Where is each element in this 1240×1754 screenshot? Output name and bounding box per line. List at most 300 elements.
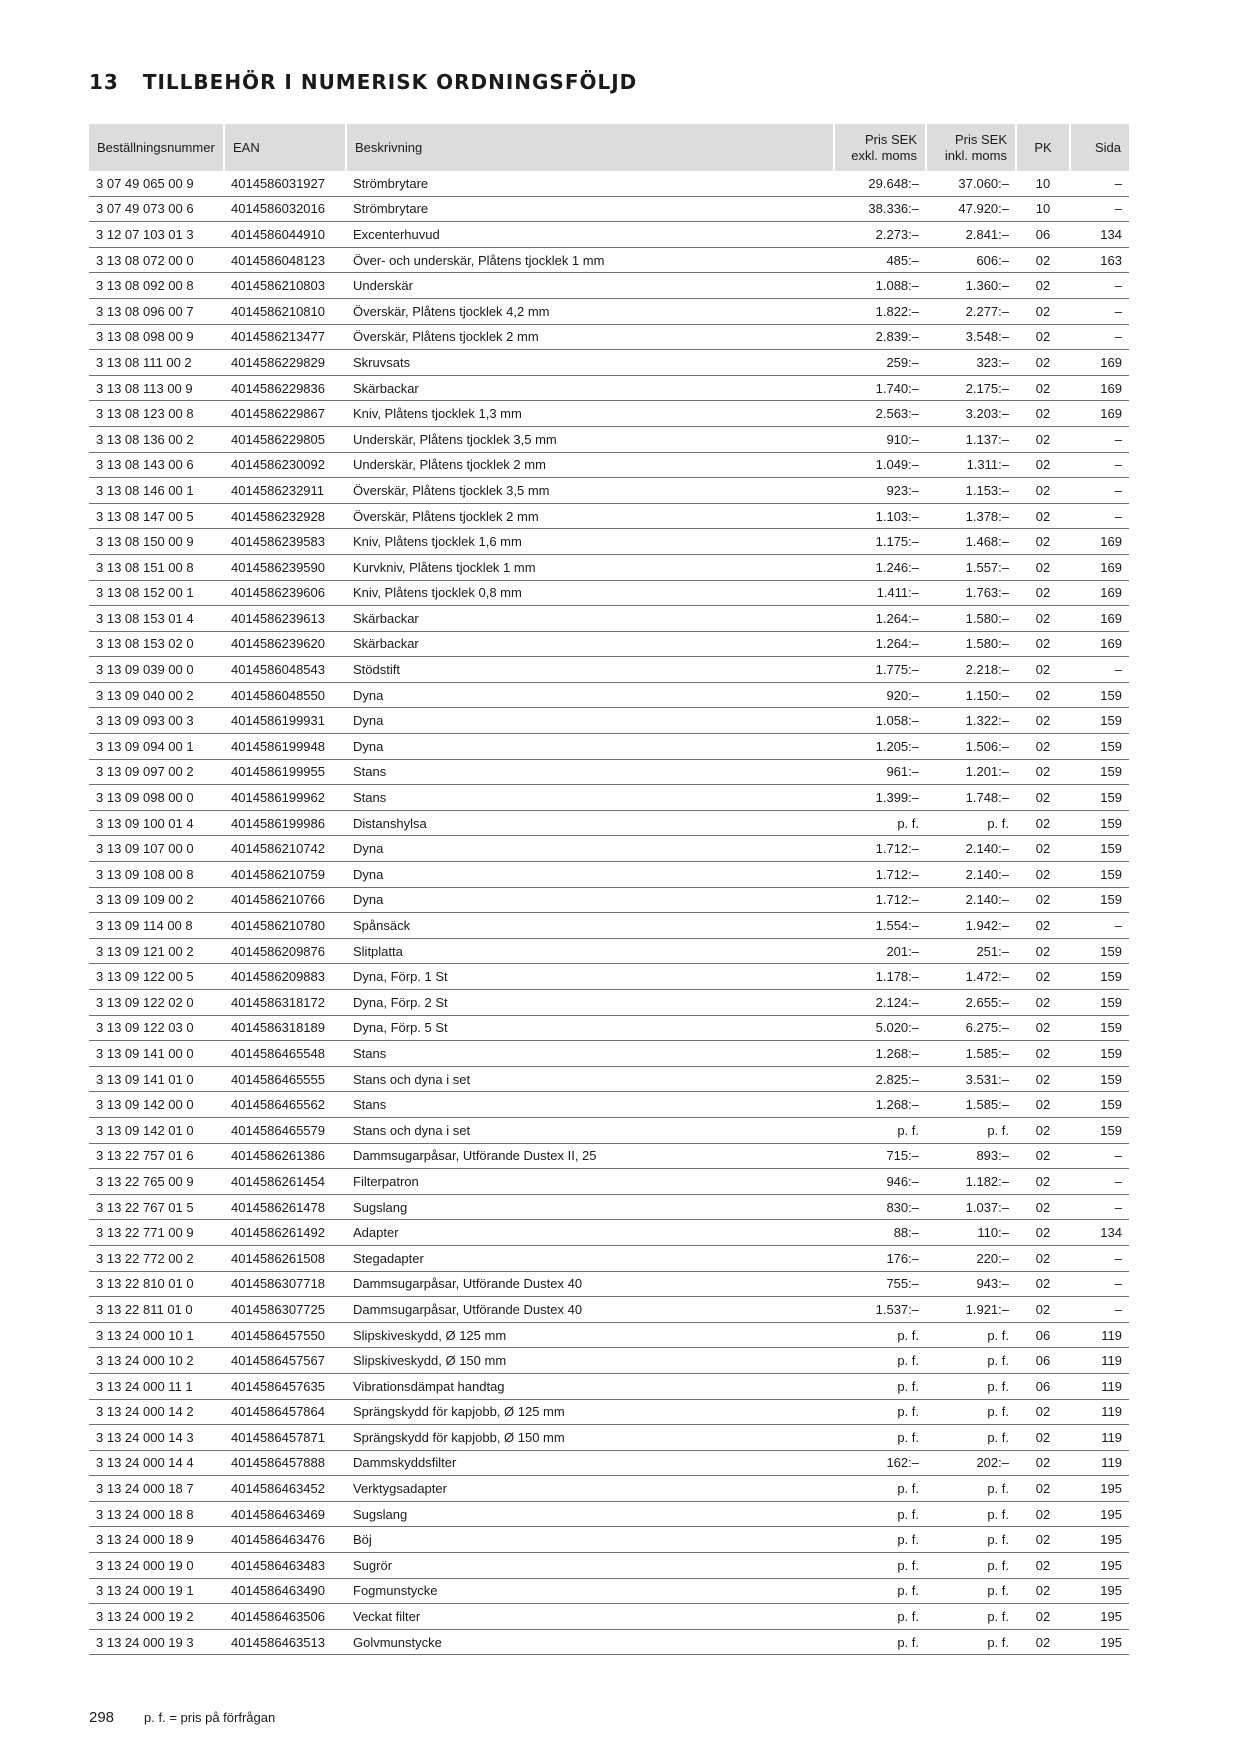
ean-cell: 4014586465555 bbox=[224, 1066, 346, 1092]
table-row bbox=[89, 785, 1129, 811]
page-footer bbox=[89, 1709, 275, 1726]
price-incl-cell: 606:– bbox=[926, 247, 1016, 273]
page-ref-cell: – bbox=[1070, 426, 1129, 452]
table-row bbox=[89, 1066, 1129, 1092]
price-incl-cell: 1.153:– bbox=[926, 478, 1016, 504]
description-cell: Stans bbox=[346, 759, 834, 785]
price-excl-cell: 1.058:– bbox=[834, 708, 926, 734]
table-row bbox=[89, 1527, 1129, 1553]
ean-cell: 4014586209883 bbox=[224, 964, 346, 990]
price-incl-cell: 37.060:– bbox=[926, 171, 1016, 196]
table-row bbox=[89, 1117, 1129, 1143]
page-ref-cell: 119 bbox=[1070, 1450, 1129, 1476]
price-incl-cell: 943:– bbox=[926, 1271, 1016, 1297]
pk-cell: 02 bbox=[1016, 862, 1070, 888]
page-ref-cell: 119 bbox=[1070, 1399, 1129, 1425]
pk-cell: 02 bbox=[1016, 1553, 1070, 1579]
ean-cell: 4014586213477 bbox=[224, 324, 346, 350]
order-number-cell: 3 13 09 093 00 3 bbox=[89, 708, 224, 734]
description-cell: Sugrör bbox=[346, 1553, 834, 1579]
pk-cell: 02 bbox=[1016, 1399, 1070, 1425]
pk-cell: 02 bbox=[1016, 452, 1070, 478]
price-excl-cell: p. f. bbox=[834, 810, 926, 836]
ean-cell: 4014586032016 bbox=[224, 196, 346, 222]
page-ref-cell: 134 bbox=[1070, 222, 1129, 248]
price-incl-cell: p. f. bbox=[926, 1604, 1016, 1630]
price-incl-cell: 1.585:– bbox=[926, 1092, 1016, 1118]
table-row bbox=[89, 1015, 1129, 1041]
table-row bbox=[89, 401, 1129, 427]
order-number-cell: 3 13 08 136 00 2 bbox=[89, 426, 224, 452]
price-incl-cell: p. f. bbox=[926, 1527, 1016, 1553]
table-row bbox=[89, 171, 1129, 196]
price-incl-cell: 6.275:– bbox=[926, 1015, 1016, 1041]
ean-cell: 4014586048550 bbox=[224, 682, 346, 708]
table-row bbox=[89, 810, 1129, 836]
pk-cell: 02 bbox=[1016, 631, 1070, 657]
pk-cell: 02 bbox=[1016, 1271, 1070, 1297]
header-price-excl-line1: Pris SEK bbox=[864, 131, 917, 147]
ean-cell: 4014586457888 bbox=[224, 1450, 346, 1476]
description-cell: Överskär, Plåtens tjocklek 2 mm bbox=[346, 503, 834, 529]
page-ref-cell: 159 bbox=[1070, 785, 1129, 811]
order-number-cell: 3 13 08 098 00 9 bbox=[89, 324, 224, 350]
price-excl-cell: p. f. bbox=[834, 1425, 926, 1451]
order-number-cell: 3 13 24 000 18 7 bbox=[89, 1476, 224, 1502]
price-incl-cell: p. f. bbox=[926, 1322, 1016, 1348]
table-row bbox=[89, 734, 1129, 760]
price-excl-cell: 1.822:– bbox=[834, 298, 926, 324]
pk-cell: 02 bbox=[1016, 1041, 1070, 1067]
table-row bbox=[89, 324, 1129, 350]
ean-cell: 4014586465562 bbox=[224, 1092, 346, 1118]
price-incl-cell: 893:– bbox=[926, 1143, 1016, 1169]
description-cell: Stans och dyna i set bbox=[346, 1117, 834, 1143]
description-cell: Stans och dyna i set bbox=[346, 1066, 834, 1092]
table-row bbox=[89, 298, 1129, 324]
order-number-cell: 3 13 24 000 19 0 bbox=[89, 1553, 224, 1579]
order-number-cell: 3 13 09 114 00 8 bbox=[89, 913, 224, 939]
price-incl-cell: p. f. bbox=[926, 1501, 1016, 1527]
table-row bbox=[89, 222, 1129, 248]
description-cell: Kniv, Plåtens tjocklek 0,8 mm bbox=[346, 580, 834, 606]
price-incl-cell: 1.557:– bbox=[926, 554, 1016, 580]
order-number-cell: 3 13 08 153 01 4 bbox=[89, 606, 224, 632]
page-ref-cell: – bbox=[1070, 1169, 1129, 1195]
pk-cell: 02 bbox=[1016, 1425, 1070, 1451]
price-incl-cell: 1.322:– bbox=[926, 708, 1016, 734]
table-row bbox=[89, 580, 1129, 606]
price-excl-cell: 2.563:– bbox=[834, 401, 926, 427]
pk-cell: 02 bbox=[1016, 913, 1070, 939]
pk-cell: 02 bbox=[1016, 657, 1070, 683]
price-excl-cell: 1.268:– bbox=[834, 1041, 926, 1067]
price-table bbox=[89, 124, 1129, 1655]
pk-cell: 02 bbox=[1016, 247, 1070, 273]
order-number-cell: 3 13 09 039 00 0 bbox=[89, 657, 224, 683]
description-cell: Skruvsats bbox=[346, 350, 834, 376]
page-ref-cell: 195 bbox=[1070, 1629, 1129, 1655]
pk-cell: 02 bbox=[1016, 682, 1070, 708]
ean-cell: 4014586210766 bbox=[224, 887, 346, 913]
price-excl-cell: p. f. bbox=[834, 1117, 926, 1143]
ean-cell: 4014586239590 bbox=[224, 554, 346, 580]
pk-cell: 02 bbox=[1016, 606, 1070, 632]
table-row bbox=[89, 426, 1129, 452]
pk-cell: 02 bbox=[1016, 1220, 1070, 1246]
price-incl-cell: 1.585:– bbox=[926, 1041, 1016, 1067]
description-cell: Dyna bbox=[346, 708, 834, 734]
pk-cell: 02 bbox=[1016, 1194, 1070, 1220]
page-ref-cell: 159 bbox=[1070, 1015, 1129, 1041]
price-incl-cell: 1.468:– bbox=[926, 529, 1016, 555]
pk-cell: 10 bbox=[1016, 196, 1070, 222]
price-excl-cell: 1.740:– bbox=[834, 375, 926, 401]
description-cell: Distanshylsa bbox=[346, 810, 834, 836]
page-ref-cell: – bbox=[1070, 324, 1129, 350]
price-incl-cell: 2.655:– bbox=[926, 990, 1016, 1016]
pk-cell: 06 bbox=[1016, 1373, 1070, 1399]
page-ref-cell: – bbox=[1070, 1194, 1129, 1220]
description-cell: Dyna, Förp. 2 St bbox=[346, 990, 834, 1016]
order-number-cell: 3 13 24 000 19 3 bbox=[89, 1629, 224, 1655]
table-row bbox=[89, 1169, 1129, 1195]
order-number-cell: 3 13 24 000 10 1 bbox=[89, 1322, 224, 1348]
ean-cell: 4014586210742 bbox=[224, 836, 346, 862]
ean-cell: 4014586239583 bbox=[224, 529, 346, 555]
page-ref-cell: 195 bbox=[1070, 1553, 1129, 1579]
price-incl-cell: 1.748:– bbox=[926, 785, 1016, 811]
ean-cell: 4014586044910 bbox=[224, 222, 346, 248]
ean-cell: 4014586229805 bbox=[224, 426, 346, 452]
pk-cell: 02 bbox=[1016, 1527, 1070, 1553]
price-incl-cell: 1.137:– bbox=[926, 426, 1016, 452]
header-price-excl bbox=[834, 124, 926, 171]
pk-cell: 02 bbox=[1016, 785, 1070, 811]
pk-cell: 06 bbox=[1016, 222, 1070, 248]
pk-cell: 02 bbox=[1016, 734, 1070, 760]
table-row bbox=[89, 862, 1129, 888]
order-number-cell: 3 13 08 146 00 1 bbox=[89, 478, 224, 504]
price-incl-cell: 110:– bbox=[926, 1220, 1016, 1246]
price-excl-cell: 2.273:– bbox=[834, 222, 926, 248]
table-row bbox=[89, 759, 1129, 785]
price-incl-cell: p. f. bbox=[926, 1348, 1016, 1374]
pk-cell: 02 bbox=[1016, 554, 1070, 580]
order-number-cell: 3 13 08 147 00 5 bbox=[89, 503, 224, 529]
price-excl-cell: 1.175:– bbox=[834, 529, 926, 555]
price-incl-cell: 1.763:– bbox=[926, 580, 1016, 606]
page-ref-cell: 169 bbox=[1070, 529, 1129, 555]
price-incl-cell: 323:– bbox=[926, 350, 1016, 376]
table-row bbox=[89, 529, 1129, 555]
pk-cell: 02 bbox=[1016, 1578, 1070, 1604]
order-number-cell: 3 13 08 151 00 8 bbox=[89, 554, 224, 580]
pk-cell: 02 bbox=[1016, 887, 1070, 913]
description-cell: Veckat filter bbox=[346, 1604, 834, 1630]
table-row bbox=[89, 350, 1129, 376]
ean-cell: 4014586048543 bbox=[224, 657, 346, 683]
order-number-cell: 3 13 22 811 01 0 bbox=[89, 1297, 224, 1323]
ean-cell: 4014586210780 bbox=[224, 913, 346, 939]
table-row bbox=[89, 1629, 1129, 1655]
page-ref-cell: – bbox=[1070, 196, 1129, 222]
description-cell: Stans bbox=[346, 1092, 834, 1118]
page-ref-cell: 134 bbox=[1070, 1220, 1129, 1246]
price-excl-cell: 29.648:– bbox=[834, 171, 926, 196]
header-description: Beskrivning bbox=[346, 124, 834, 171]
description-cell: Stödstift bbox=[346, 657, 834, 683]
order-number-cell: 3 13 24 000 14 4 bbox=[89, 1450, 224, 1476]
page-ref-cell: 159 bbox=[1070, 938, 1129, 964]
ean-cell: 4014586463483 bbox=[224, 1553, 346, 1579]
price-incl-cell: 1.580:– bbox=[926, 631, 1016, 657]
order-number-cell: 3 13 08 150 00 9 bbox=[89, 529, 224, 555]
ean-cell: 4014586457871 bbox=[224, 1425, 346, 1451]
table-row bbox=[89, 1194, 1129, 1220]
price-excl-cell: 923:– bbox=[834, 478, 926, 504]
ean-cell: 4014586457635 bbox=[224, 1373, 346, 1399]
description-cell: Golvmunstycke bbox=[346, 1629, 834, 1655]
table-row bbox=[89, 1348, 1129, 1374]
pk-cell: 02 bbox=[1016, 1476, 1070, 1502]
ean-cell: 4014586210810 bbox=[224, 298, 346, 324]
price-incl-cell: p. f. bbox=[926, 1476, 1016, 1502]
description-cell: Dyna bbox=[346, 836, 834, 862]
order-number-cell: 3 13 24 000 10 2 bbox=[89, 1348, 224, 1374]
price-excl-cell: 201:– bbox=[834, 938, 926, 964]
description-cell: Skärbackar bbox=[346, 606, 834, 632]
table-row bbox=[89, 1425, 1129, 1451]
order-number-cell: 3 13 24 000 19 1 bbox=[89, 1578, 224, 1604]
page-ref-cell: 119 bbox=[1070, 1425, 1129, 1451]
price-excl-cell: p. f. bbox=[834, 1399, 926, 1425]
ean-cell: 4014586463490 bbox=[224, 1578, 346, 1604]
order-number-cell: 3 13 09 098 00 0 bbox=[89, 785, 224, 811]
page-ref-cell: 159 bbox=[1070, 759, 1129, 785]
ean-cell: 4014586239613 bbox=[224, 606, 346, 632]
price-excl-cell: p. f. bbox=[834, 1604, 926, 1630]
price-incl-cell: 2.277:– bbox=[926, 298, 1016, 324]
page-ref-cell: – bbox=[1070, 657, 1129, 683]
price-incl-cell: 2.140:– bbox=[926, 862, 1016, 888]
table-row bbox=[89, 990, 1129, 1016]
price-incl-cell: 1.580:– bbox=[926, 606, 1016, 632]
pk-cell: 02 bbox=[1016, 503, 1070, 529]
ean-cell: 4014586465579 bbox=[224, 1117, 346, 1143]
page-ref-cell: 159 bbox=[1070, 1066, 1129, 1092]
order-number-cell: 3 13 22 757 01 6 bbox=[89, 1143, 224, 1169]
description-cell: Dyna, Förp. 5 St bbox=[346, 1015, 834, 1041]
description-cell: Stans bbox=[346, 785, 834, 811]
pk-cell: 02 bbox=[1016, 426, 1070, 452]
description-cell: Dammsugarpåsar, Utförande Dustex II, 25 bbox=[346, 1143, 834, 1169]
table-row bbox=[89, 938, 1129, 964]
ean-cell: 4014586229836 bbox=[224, 375, 346, 401]
table-row bbox=[89, 606, 1129, 632]
description-cell: Fogmunstycke bbox=[346, 1578, 834, 1604]
price-incl-cell: p. f. bbox=[926, 1373, 1016, 1399]
page-ref-cell: 119 bbox=[1070, 1322, 1129, 1348]
page-ref-cell: 163 bbox=[1070, 247, 1129, 273]
price-incl-cell: 47.920:– bbox=[926, 196, 1016, 222]
ean-cell: 4014586199948 bbox=[224, 734, 346, 760]
order-number-cell: 3 13 24 000 11 1 bbox=[89, 1373, 224, 1399]
price-excl-cell: p. f. bbox=[834, 1527, 926, 1553]
order-number-cell: 3 13 08 113 00 9 bbox=[89, 375, 224, 401]
description-cell: Skärbackar bbox=[346, 631, 834, 657]
description-cell: Dammsugarpåsar, Utförande Dustex 40 bbox=[346, 1271, 834, 1297]
order-number-cell: 3 13 09 107 00 0 bbox=[89, 836, 224, 862]
price-excl-cell: p. f. bbox=[834, 1322, 926, 1348]
order-number-cell: 3 13 08 096 00 7 bbox=[89, 298, 224, 324]
order-number-cell: 3 13 08 152 00 1 bbox=[89, 580, 224, 606]
price-incl-cell: 1.201:– bbox=[926, 759, 1016, 785]
description-cell: Dyna bbox=[346, 887, 834, 913]
price-excl-cell: 1.264:– bbox=[834, 606, 926, 632]
description-cell: Överskär, Plåtens tjocklek 3,5 mm bbox=[346, 478, 834, 504]
price-incl-cell: 220:– bbox=[926, 1245, 1016, 1271]
price-excl-cell: p. f. bbox=[834, 1476, 926, 1502]
header-order-number: Beställningsnummer bbox=[89, 124, 224, 171]
order-number-cell: 3 13 09 142 01 0 bbox=[89, 1117, 224, 1143]
ean-cell: 4014586199955 bbox=[224, 759, 346, 785]
ean-cell: 4014586199931 bbox=[224, 708, 346, 734]
description-cell: Sprängskydd för kapjobb, Ø 125 mm bbox=[346, 1399, 834, 1425]
ean-cell: 4014586463452 bbox=[224, 1476, 346, 1502]
order-number-cell: 3 13 08 153 02 0 bbox=[89, 631, 224, 657]
page-ref-cell: 159 bbox=[1070, 964, 1129, 990]
description-cell: Sprängskydd för kapjobb, Ø 150 mm bbox=[346, 1425, 834, 1451]
price-incl-cell: 1.378:– bbox=[926, 503, 1016, 529]
pk-cell: 02 bbox=[1016, 324, 1070, 350]
order-number-cell: 3 13 08 072 00 0 bbox=[89, 247, 224, 273]
table-row bbox=[89, 887, 1129, 913]
page-title bbox=[89, 70, 637, 94]
page-ref-cell: 195 bbox=[1070, 1578, 1129, 1604]
page-ref-cell: 169 bbox=[1070, 375, 1129, 401]
page-ref-cell: – bbox=[1070, 478, 1129, 504]
order-number-cell: 3 13 09 097 00 2 bbox=[89, 759, 224, 785]
description-cell: Kniv, Plåtens tjocklek 1,3 mm bbox=[346, 401, 834, 427]
description-cell: Vibrationsdämpat handtag bbox=[346, 1373, 834, 1399]
table-row bbox=[89, 503, 1129, 529]
page-ref-cell: – bbox=[1070, 1143, 1129, 1169]
table-row bbox=[89, 1271, 1129, 1297]
table-row bbox=[89, 1322, 1129, 1348]
order-number-cell: 3 13 22 765 00 9 bbox=[89, 1169, 224, 1195]
pk-cell: 02 bbox=[1016, 529, 1070, 555]
price-excl-cell: 1.399:– bbox=[834, 785, 926, 811]
ean-cell: 4014586210759 bbox=[224, 862, 346, 888]
table-header-row bbox=[89, 124, 1129, 171]
table-row bbox=[89, 1245, 1129, 1271]
price-incl-cell: 2.841:– bbox=[926, 222, 1016, 248]
price-incl-cell: 251:– bbox=[926, 938, 1016, 964]
ean-cell: 4014586465548 bbox=[224, 1041, 346, 1067]
table-row bbox=[89, 1399, 1129, 1425]
price-excl-cell: 1.088:– bbox=[834, 273, 926, 299]
order-number-cell: 3 13 24 000 18 9 bbox=[89, 1527, 224, 1553]
price-excl-cell: 176:– bbox=[834, 1245, 926, 1271]
page-ref-cell: – bbox=[1070, 1271, 1129, 1297]
pk-cell: 02 bbox=[1016, 1629, 1070, 1655]
page-ref-cell: – bbox=[1070, 913, 1129, 939]
pk-cell: 02 bbox=[1016, 375, 1070, 401]
page-ref-cell: 159 bbox=[1070, 862, 1129, 888]
pk-cell: 02 bbox=[1016, 1450, 1070, 1476]
ean-cell: 4014586318189 bbox=[224, 1015, 346, 1041]
page-ref-cell: 169 bbox=[1070, 580, 1129, 606]
price-incl-cell: p. f. bbox=[926, 1425, 1016, 1451]
price-excl-cell: 1.264:– bbox=[834, 631, 926, 657]
price-incl-cell: p. f. bbox=[926, 1117, 1016, 1143]
order-number-cell: 3 13 08 092 00 8 bbox=[89, 273, 224, 299]
table-row bbox=[89, 1220, 1129, 1246]
ean-cell: 4014586031927 bbox=[224, 171, 346, 196]
price-incl-cell: p. f. bbox=[926, 1629, 1016, 1655]
order-number-cell: 3 13 22 771 00 9 bbox=[89, 1220, 224, 1246]
description-cell: Underskär bbox=[346, 273, 834, 299]
ean-cell: 4014586210803 bbox=[224, 273, 346, 299]
footnote: p. f. = pris på förfrågan bbox=[144, 1710, 276, 1725]
price-incl-cell: 2.175:– bbox=[926, 375, 1016, 401]
price-excl-cell: 2.839:– bbox=[834, 324, 926, 350]
pk-cell: 02 bbox=[1016, 1015, 1070, 1041]
description-cell: Stegadapter bbox=[346, 1245, 834, 1271]
price-excl-cell: 162:– bbox=[834, 1450, 926, 1476]
order-number-cell: 3 13 08 111 00 2 bbox=[89, 350, 224, 376]
page-ref-cell: – bbox=[1070, 171, 1129, 196]
price-excl-cell: 1.554:– bbox=[834, 913, 926, 939]
pk-cell: 02 bbox=[1016, 938, 1070, 964]
ean-cell: 4014586463476 bbox=[224, 1527, 346, 1553]
ean-cell: 4014586239606 bbox=[224, 580, 346, 606]
order-number-cell: 3 13 09 040 00 2 bbox=[89, 682, 224, 708]
table-row bbox=[89, 913, 1129, 939]
table-row bbox=[89, 682, 1129, 708]
ean-cell: 4014586307718 bbox=[224, 1271, 346, 1297]
pk-cell: 02 bbox=[1016, 1604, 1070, 1630]
pk-cell: 02 bbox=[1016, 478, 1070, 504]
order-number-cell: 3 13 09 100 01 4 bbox=[89, 810, 224, 836]
pk-cell: 02 bbox=[1016, 401, 1070, 427]
description-cell: Dammskyddsfilter bbox=[346, 1450, 834, 1476]
ean-cell: 4014586463513 bbox=[224, 1629, 346, 1655]
table-row bbox=[89, 375, 1129, 401]
price-excl-cell: 88:– bbox=[834, 1220, 926, 1246]
price-incl-cell: 1.182:– bbox=[926, 1169, 1016, 1195]
price-excl-cell: 1.246:– bbox=[834, 554, 926, 580]
page-ref-cell: 169 bbox=[1070, 631, 1129, 657]
pk-cell: 02 bbox=[1016, 580, 1070, 606]
ean-cell: 4014586261386 bbox=[224, 1143, 346, 1169]
description-cell: Slipskiveskydd, Ø 150 mm bbox=[346, 1348, 834, 1374]
price-excl-cell: 2.124:– bbox=[834, 990, 926, 1016]
price-incl-cell: p. f. bbox=[926, 1399, 1016, 1425]
header-page: Sida bbox=[1070, 124, 1129, 171]
price-incl-cell: 1.942:– bbox=[926, 913, 1016, 939]
table-row bbox=[89, 657, 1129, 683]
price-excl-cell: 1.103:– bbox=[834, 503, 926, 529]
order-number-cell: 3 13 09 141 00 0 bbox=[89, 1041, 224, 1067]
pk-cell: 02 bbox=[1016, 759, 1070, 785]
ean-cell: 4014586457550 bbox=[224, 1322, 346, 1348]
table-row bbox=[89, 1476, 1129, 1502]
description-cell: Dyna bbox=[346, 682, 834, 708]
page-ref-cell: 169 bbox=[1070, 350, 1129, 376]
page-ref-cell: 159 bbox=[1070, 810, 1129, 836]
